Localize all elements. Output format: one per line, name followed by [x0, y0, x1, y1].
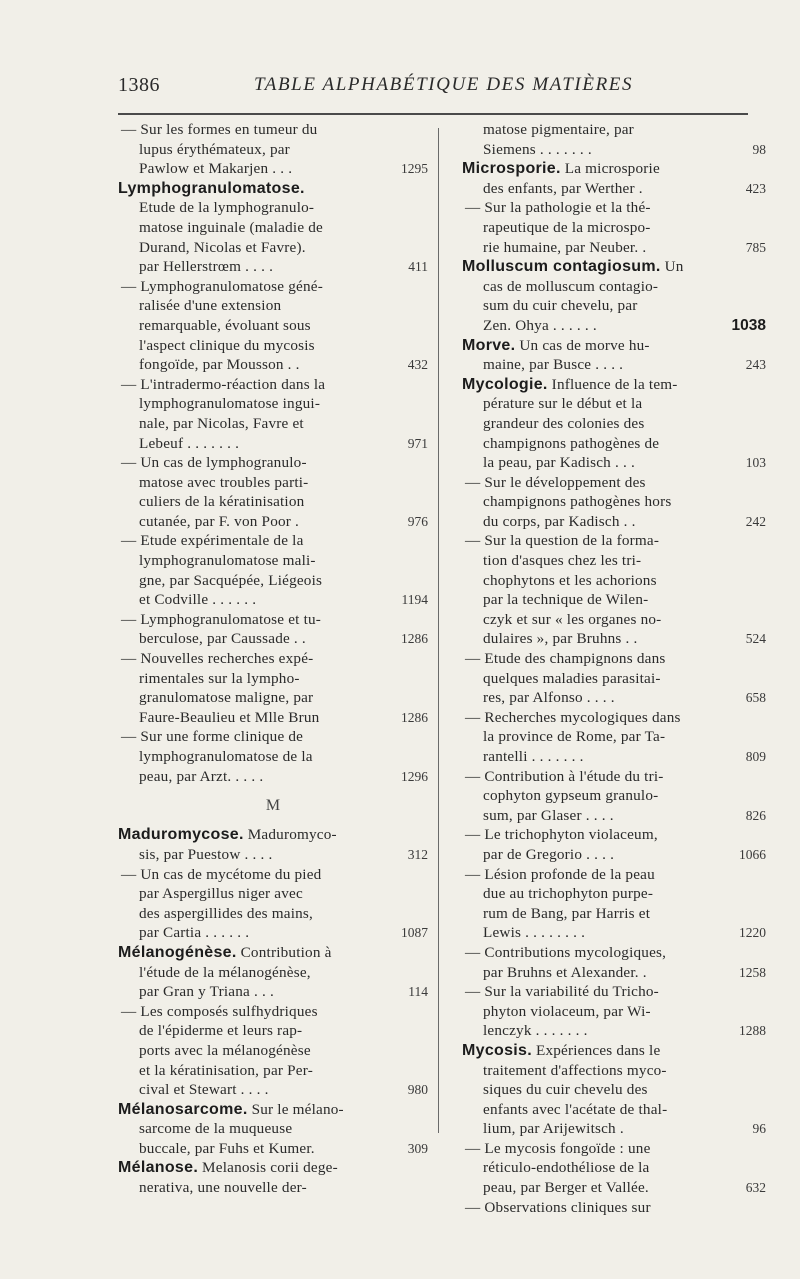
entry-text: — L'intradermo-réaction dans la: [121, 375, 326, 393]
index-entry-line: [118, 904, 428, 924]
entry-text: sum, par Glaser . . . .: [483, 806, 614, 824]
header-rule: [118, 113, 748, 115]
index-entry-line: [462, 1119, 766, 1139]
entry-text: — Nouvelles recherches expé-: [121, 650, 314, 668]
index-heading-line: [118, 1100, 428, 1120]
index-entry-line: [118, 865, 428, 885]
page-reference: 524: [745, 631, 766, 647]
page-reference: 114: [408, 984, 428, 1000]
entry-text: des aspergillides des mains,: [139, 904, 314, 922]
index-entry-line: [118, 414, 428, 434]
entry-text: cas de molluscum contagio-: [483, 277, 659, 295]
index-entry-line: [118, 1080, 428, 1100]
index-entry-line: [118, 434, 428, 454]
entry-text: maine, par Busce . . . .: [483, 356, 624, 374]
entry-text: — Etude des champignons dans: [465, 650, 666, 668]
index-entry-line: [118, 218, 428, 238]
index-heading: [462, 257, 766, 277]
heading-continuation: Sur le mélano-: [247, 1100, 344, 1118]
entry-text: et Codville . . . . . .: [139, 591, 257, 609]
index-heading: [118, 1100, 428, 1120]
entry-text: fongoïde, par Mousson . .: [139, 356, 300, 374]
entry-text: res, par Alfonso . . . .: [483, 689, 615, 707]
entry-text: sum du cuir chevelu, par: [483, 297, 638, 315]
entry-text: rantelli . . . . . . .: [483, 748, 584, 765]
page-reference: 632: [745, 1180, 766, 1196]
index-entry-line: [462, 727, 766, 747]
index-entry-line: [462, 571, 766, 591]
heading-term: Lymphogranulomatose.: [118, 179, 305, 197]
entry-text: — Le mycosis fongoïde : une: [465, 1139, 651, 1157]
entry-text: culiers de la kératinisation: [139, 493, 305, 511]
entry-text: — Lésion profonde de la peau: [465, 865, 655, 883]
entry-text: czyk et sur « les organes no-: [483, 610, 662, 628]
index-entry-line: [118, 140, 428, 160]
index-column-left: [118, 120, 428, 1198]
entry-text: Siemens . . . . . . .: [483, 140, 592, 158]
entry-text: gne, par Sacquépée, Liégeois: [139, 571, 323, 589]
entry-text: la province de Rome, par Ta-: [483, 728, 666, 746]
heading-term: Mycosis.: [462, 1041, 532, 1059]
index-entry-line: [462, 355, 766, 375]
entry-text: matose avec troubles parti-: [139, 473, 309, 491]
index-entry-line: [462, 434, 766, 454]
entry-text: phyton violaceum, par Wi-: [483, 1002, 651, 1020]
page-reference: 423: [745, 180, 766, 196]
entry-text: sarcome de la muqueuse: [139, 1120, 293, 1138]
heading-term: Mélanose.: [118, 1159, 199, 1177]
index-entry-line: [462, 453, 766, 473]
entry-text: par Hellerstrœm . . . .: [139, 258, 274, 276]
page-reference: 1066: [739, 846, 766, 862]
index-entry-line: [462, 473, 766, 493]
index-entry-line: [462, 1100, 766, 1120]
entry-text: remarquable, évoluant sous: [139, 316, 311, 334]
heading-continuation: Influence de la tem-: [547, 375, 678, 393]
page-reference: 309: [407, 1140, 428, 1156]
index-entry-line: [462, 394, 766, 414]
index-entry-line: [118, 708, 428, 728]
index-entry-line: [118, 257, 428, 277]
index-entry-line: [118, 727, 428, 747]
index-entry-line: [118, 688, 428, 708]
entry-text: — Sur les formes en tumeur du: [121, 121, 318, 138]
entry-text: cophyton gypseum granulo-: [483, 787, 659, 805]
index-entry-line: [462, 806, 766, 826]
entry-text: lupus érythémateux, par: [139, 140, 290, 158]
entry-text: par Aspergillus niger avec: [139, 885, 303, 903]
index-entry-line: [462, 277, 766, 297]
index-entry-line: [118, 1119, 428, 1139]
heading-term: Maduromycose.: [118, 826, 244, 844]
index-entry-line: [462, 1061, 766, 1081]
index-entry-line: [462, 1139, 766, 1159]
index-entry-line: [118, 159, 428, 179]
index-entry-line: [462, 845, 766, 865]
index-entry-line: [118, 453, 428, 473]
section-letter: M: [265, 797, 281, 815]
entry-text: pérature sur le début et la: [483, 395, 643, 413]
entry-text: par Cartia . . . . . .: [139, 924, 250, 942]
page-reference: 976: [407, 513, 428, 529]
entry-text: rapeutique de la microspo-: [483, 218, 651, 236]
entry-text: rie humaine, par Neuber. .: [483, 238, 647, 256]
heading-term: Mélanosarcome.: [118, 1100, 248, 1118]
index-entry-line: [118, 629, 428, 649]
entry-text: réticulo-endothéliose de la: [483, 1159, 650, 1177]
page-number: 1386: [118, 74, 160, 96]
index-entry-line: [118, 512, 428, 532]
heading-continuation: Contribution à: [236, 943, 332, 961]
entry-text: grandeur des colonies des: [483, 414, 645, 432]
entry-text: et la kératinisation, par Per-: [139, 1061, 313, 1079]
entry-text: Pawlow et Makarjen . . .: [139, 160, 293, 178]
index-entry-line: [462, 1198, 766, 1218]
index-entry-line: [118, 120, 428, 140]
entry-text: dulaires », par Bruhns . .: [483, 630, 638, 648]
entry-text: — Observations cliniques sur: [465, 1198, 651, 1216]
heading-term: Mélanogénèse.: [118, 943, 237, 961]
page-reference: 312: [407, 846, 428, 862]
page-reference: 1286: [401, 631, 428, 647]
entry-text: par de Gregorio . . . .: [483, 845, 615, 863]
index-entry-line: [118, 355, 428, 375]
index-entry-line: [462, 923, 766, 943]
page-reference: 826: [745, 807, 766, 823]
entry-text: buccale, par Fuhs et Kumer.: [139, 1139, 315, 1157]
index-entry-line: [462, 1002, 766, 1022]
index-entry-line: [118, 571, 428, 591]
entry-text: — Un cas de lymphogranulo-: [121, 454, 307, 472]
heading-continuation: Expériences dans le: [532, 1041, 661, 1059]
index-heading-line: [462, 375, 766, 395]
entry-text: berculose, par Caussade . .: [139, 630, 306, 648]
index-heading-line: [118, 943, 428, 963]
page-reference: 658: [745, 690, 766, 706]
page-reference: 411: [408, 259, 428, 275]
index-entry-line: [118, 747, 428, 767]
index-heading: [462, 1041, 766, 1061]
index-heading: [118, 943, 428, 963]
entry-text: — Recherches mycologiques dans: [465, 708, 681, 726]
entry-text: — Lymphogranulomatose et tu-: [121, 610, 322, 628]
entry-text: champignons pathogènes hors: [483, 493, 672, 511]
index-entry-line: [462, 884, 766, 904]
entry-text: — Sur la pathologie et la thé-: [465, 199, 651, 217]
page-reference: 103: [745, 455, 766, 471]
entry-text: Lewis . . . . . . . .: [483, 924, 586, 942]
entry-text: lymphogranulomatose de la: [139, 748, 313, 765]
entry-text: cival et Stewart . . . .: [139, 1081, 269, 1099]
heading-term: Molluscum contagiosum.: [462, 258, 661, 276]
index-entry-line: [462, 1021, 766, 1041]
entry-text: — Contribution à l'étude du tri-: [465, 767, 664, 785]
page-reference: 1258: [739, 964, 766, 980]
index-heading: [462, 375, 766, 395]
running-title: TABLE ALPHABÉTIQUE DES MATIÈRES: [254, 74, 634, 95]
index-entry-line: [462, 1080, 766, 1100]
index-entry-line: [118, 375, 428, 395]
index-entry-line: [462, 551, 766, 571]
page-reference: 785: [745, 239, 766, 255]
entry-text: Lebeuf . . . . . . .: [139, 434, 240, 452]
page-reference: 1288: [739, 1023, 766, 1039]
index-entry-line: [118, 845, 428, 865]
index-entry-line: [118, 610, 428, 630]
index-entry-line: [118, 590, 428, 610]
index-entry-line: [462, 982, 766, 1002]
index-entry-line: [462, 218, 766, 238]
entry-text: du corps, par Kadisch . .: [483, 512, 636, 530]
index-entry-line: [118, 923, 428, 943]
entry-text: Etude de la lymphogranulo-: [139, 199, 315, 217]
index-entry-line: [462, 120, 766, 140]
index-heading: [462, 159, 766, 179]
index-entry-line: [118, 884, 428, 904]
index-entry-line: [118, 669, 428, 689]
index-entry-line: [462, 492, 766, 512]
column-divider: [438, 128, 439, 1133]
entry-text: — Un cas de mycétome du pied: [121, 865, 322, 883]
entry-text: Durand, Nicolas et Favre).: [139, 238, 306, 256]
heading-term: Morve.: [462, 336, 516, 354]
entry-text: — Les composés sulfhydriques: [121, 1002, 318, 1020]
index-entry-line: [462, 140, 766, 160]
entry-text: — Sur une forme clinique de: [121, 728, 304, 746]
index-entry-line: [462, 649, 766, 669]
index-entry-line: [118, 492, 428, 512]
entry-text: ports avec la mélanogénèse: [139, 1041, 311, 1059]
index-entry-line: [462, 590, 766, 610]
entry-text: — Lymphogranulomatose géné-: [121, 277, 323, 295]
index-entry-line: [462, 512, 766, 532]
entry-text: — Sur le développement des: [465, 473, 646, 491]
index-entry-line: [118, 1041, 428, 1061]
entry-text: matose inguinale (maladie de: [139, 218, 323, 236]
index-heading-line: [118, 179, 428, 199]
entry-text: traitement d'affections myco-: [483, 1061, 667, 1079]
heading-continuation: Un cas de morve hu-: [515, 336, 650, 354]
index-column-right: [462, 120, 766, 1217]
entry-text: par la technique de Wilen-: [483, 591, 649, 609]
index-entry-line: [118, 531, 428, 551]
heading-continuation: Un: [660, 258, 684, 276]
index-heading: [462, 336, 766, 356]
heading-term: Mycologie.: [462, 375, 548, 393]
page-reference: 242: [745, 513, 766, 529]
index-entry-line: [462, 747, 766, 767]
index-entry-line: [462, 825, 766, 845]
entry-text: tion d'asques chez les tri-: [483, 552, 642, 570]
entry-text: des enfants, par Werther .: [483, 179, 643, 197]
index-entry-line: [118, 1139, 428, 1159]
index-entry-line: [118, 473, 428, 493]
index-entry-line: [462, 943, 766, 963]
index-entry-line: [462, 963, 766, 983]
entry-text: la peau, par Kadisch . . .: [483, 454, 635, 472]
index-entry-line: [462, 786, 766, 806]
page-reference: 1286: [401, 709, 428, 725]
index-entry-line: [118, 767, 428, 787]
heading-term: Microsporie.: [462, 160, 561, 178]
entry-text: lymphogranulomatose mali-: [139, 552, 316, 570]
index-entry-line: [118, 238, 428, 258]
entry-text: ralisée d'une extension: [139, 297, 282, 315]
index-entry-line: [118, 551, 428, 571]
entry-text: l'étude de la mélanogénèse,: [139, 963, 311, 981]
page-reference: 1087: [401, 925, 428, 941]
entry-text: rimentales sur la lympho-: [139, 669, 300, 687]
index-heading: [118, 825, 428, 845]
page-reference: 98: [752, 141, 766, 157]
page-header: [118, 74, 748, 104]
entry-text: — Contributions mycologiques,: [465, 943, 667, 961]
entry-text: — Le trichophyton violaceum,: [465, 826, 658, 844]
index-entry-line: [462, 904, 766, 924]
index-entry-line: [462, 610, 766, 630]
index-heading-line: [118, 825, 428, 845]
entry-text: quelques maladies parasitai-: [483, 669, 661, 687]
index-entry-line: [118, 198, 428, 218]
index-entry-line: [118, 1061, 428, 1081]
index-entry-line: [462, 688, 766, 708]
index-entry-line: [462, 179, 766, 199]
page-reference: 1296: [401, 768, 428, 784]
index-entry-line: [118, 277, 428, 297]
index-heading-line: [118, 1158, 428, 1178]
index-entry-line: [462, 1178, 766, 1198]
heading-continuation: Melanosis corii dege-: [198, 1159, 338, 1177]
index-entry-line: [118, 963, 428, 983]
index-entry-line: [462, 296, 766, 316]
index-entry-line: [462, 767, 766, 787]
index-entry-line: [462, 238, 766, 258]
entry-text: rum de Bang, par Harris et: [483, 904, 651, 922]
entry-text: — Etude expérimentale de la: [121, 532, 304, 550]
entry-text: par Gran y Triana . . .: [139, 983, 274, 1001]
index-entry-line: [118, 982, 428, 1002]
index-entry-line: [118, 1021, 428, 1041]
entry-text: par Bruhns et Alexander. .: [483, 963, 647, 981]
index-heading-line: [462, 257, 766, 277]
entry-text: l'aspect clinique du mycosis: [139, 336, 315, 354]
index-entry-line: [462, 865, 766, 885]
index-entry-line: [118, 1002, 428, 1022]
page-reference: [392, 179, 428, 199]
index-entry-line: [462, 198, 766, 218]
page-reference: 432: [407, 357, 428, 373]
index-entry-line: [118, 649, 428, 669]
index-entry-line: [462, 708, 766, 728]
page-reference: 1194: [401, 592, 428, 608]
index-heading-line: [462, 336, 766, 356]
entry-text: nale, par Nicolas, Favre et: [139, 414, 304, 432]
entry-text: chophytons et les achorions: [483, 571, 657, 589]
index-entry-line: [462, 629, 766, 649]
entry-text: — Sur la question de la forma-: [465, 532, 660, 550]
page-reference: 1038: [731, 316, 766, 334]
entry-text: Zen. Ohya . . . . . .: [483, 316, 597, 334]
page-reference: 971: [407, 435, 428, 451]
entry-text: cutanée, par F. von Poor .: [139, 512, 300, 530]
index-entry-line: [462, 1158, 766, 1178]
index-heading-line: [462, 159, 766, 179]
entry-text: de l'épiderme et leurs rap-: [139, 1022, 303, 1040]
page-reference: 809: [745, 749, 766, 764]
index-entry-line: [118, 336, 428, 356]
entry-text: lium, par Arijewitsch .: [483, 1120, 624, 1138]
index-entry-line: [118, 394, 428, 414]
index-entry-line: [462, 316, 766, 336]
entry-text: lymphogranulomatose ingui-: [139, 395, 321, 413]
entry-text: peau, par Berger et Vallée.: [483, 1179, 649, 1197]
page-reference: 243: [745, 357, 766, 373]
index-entry-line: [462, 531, 766, 551]
entry-text: siques du cuir chevelu des: [483, 1081, 648, 1099]
index-entry-line: [118, 316, 428, 336]
page-reference: 1295: [401, 161, 428, 177]
entry-text: lenczyk . . . . . . .: [483, 1022, 588, 1040]
entry-text: nerativa, une nouvelle der-: [139, 1179, 307, 1197]
entry-text: sis, par Puestow . . . .: [139, 845, 273, 863]
index-heading: [118, 1158, 428, 1178]
index-heading: [118, 179, 392, 199]
entry-text: peau, par Arzt. . . . .: [139, 767, 264, 785]
entry-text: Faure-Beaulieu et Mlle Brun: [139, 708, 320, 726]
index-entry-line: [462, 414, 766, 434]
entry-text: champignons pathogènes de: [483, 434, 660, 452]
entry-text: granulomatose maligne, par: [139, 689, 314, 707]
entry-text: matose pigmentaire, par: [483, 121, 634, 138]
heading-continuation: Maduromyco-: [243, 826, 337, 844]
index-heading-line: [462, 1041, 766, 1061]
page-reference: 980: [407, 1082, 428, 1098]
entry-text: enfants avec l'acétate de thal-: [483, 1100, 668, 1118]
index-entry-line: [462, 669, 766, 689]
page-reference: 96: [752, 1121, 766, 1137]
index-entry-line: [118, 296, 428, 316]
page-reference: 1220: [739, 925, 766, 941]
index-entry-line: [118, 1178, 428, 1198]
entry-text: — Sur la variabilité du Tricho-: [465, 983, 659, 1001]
entry-text: due au trichophyton purpe-: [483, 885, 654, 903]
heading-continuation: La microsporie: [560, 160, 660, 178]
